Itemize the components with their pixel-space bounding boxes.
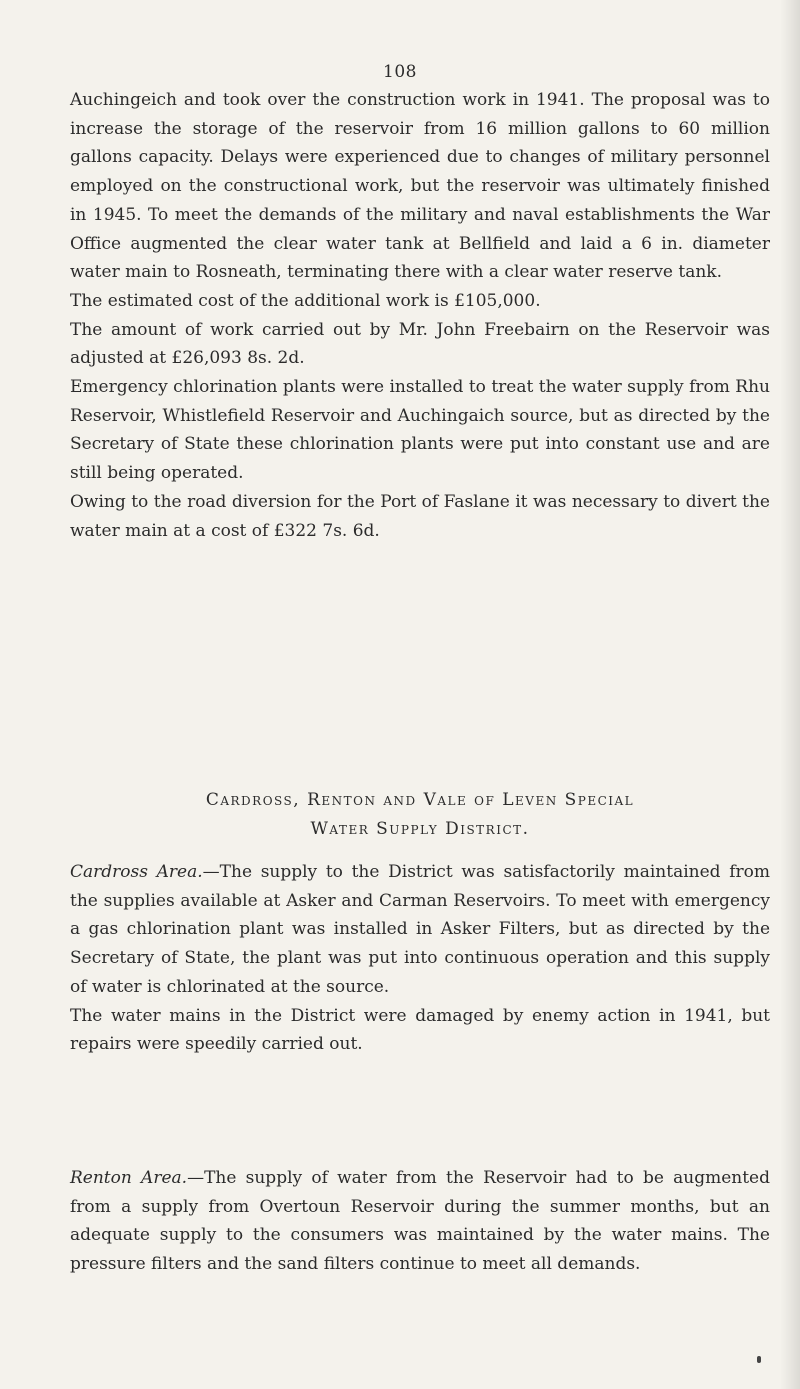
page-number: 108: [383, 62, 417, 82]
paragraph-estimated-cost: The estimated cost of the additional work is £105,000.: [70, 290, 541, 311]
cardross-section: [70, 858, 770, 1059]
section-1: [70, 86, 770, 545]
page-edge-shadow: [780, 0, 800, 1389]
cardross-area-label: Cardross Area.: [70, 862, 203, 882]
heading-line-2: Water Supply District.: [310, 819, 530, 839]
section-heading: [70, 786, 770, 844]
paragraph-road-diversion: Owing to the road diversion for the Port of Faslane it was necessary to divert the water main at a cost of £322 7s. 6d.: [70, 491, 770, 541]
renton-area-text: —The supply of water from the Reservoir had to be augmented from a supply from Overtoun Reservoir during the summer months, but an adequate supply to the consumers was maintained by the water mains. The pressure filters and the sand filters continue to meet all demands.: [70, 1168, 771, 1275]
paragraph-renton-area: [70, 1164, 770, 1279]
paragraph-work-amount: The amount of work carried out by Mr. John Freebairn on the Reservoir was adjusted at £26,093 8s. 2d.: [70, 319, 770, 369]
paragraph-emergency-chlorination: Emergency chlorination plants were installed to treat the water supply from Rhu Reservoir, Whistlefield Reservoir and Auchingaich source, but as directed by the Secretary of State these chlorination plants were put into constant use and are still being operated.: [70, 377, 770, 484]
paragraph-cardross-area: [70, 858, 770, 1002]
renton-area-label: Renton Area.: [70, 1168, 188, 1188]
renton-section: [70, 1164, 770, 1279]
cardross-area-text: —The supply to the District was satisfactorily maintained from the supplies available at Asker and Carman Reservoirs. To meet with emergency a gas chlorination plant was installed in Asker Filters, but as directed by the Secretary of State, the plant was put into continuous operation and this supply of water is chlorinated at the source.: [70, 862, 770, 997]
ink-mark: [757, 1356, 761, 1363]
paragraph-water-mains-damage: The water mains in the District were damaged by enemy action in 1941, but repairs were speedily carried out.: [70, 1005, 770, 1055]
heading-line-1: Cardross, Renton and Vale of Leven Special: [205, 790, 635, 810]
paragraph-reservoir-construction: Auchingeich and took over the construction work in 1941. The proposal was to increase the storage of the reservoir from 16 million gallons to 60 million gallons capacity. Delays were experienced due to changes of military personnel employed on the constructional work, but the reservoir was ultimately finished in 1945. To meet the demands of the military and naval establishments the War Office augmented the clear water tank at Bellfield and laid a 6 in. diameter water main to Rosneath, terminating there with a clear water reserve tank.: [70, 90, 770, 283]
